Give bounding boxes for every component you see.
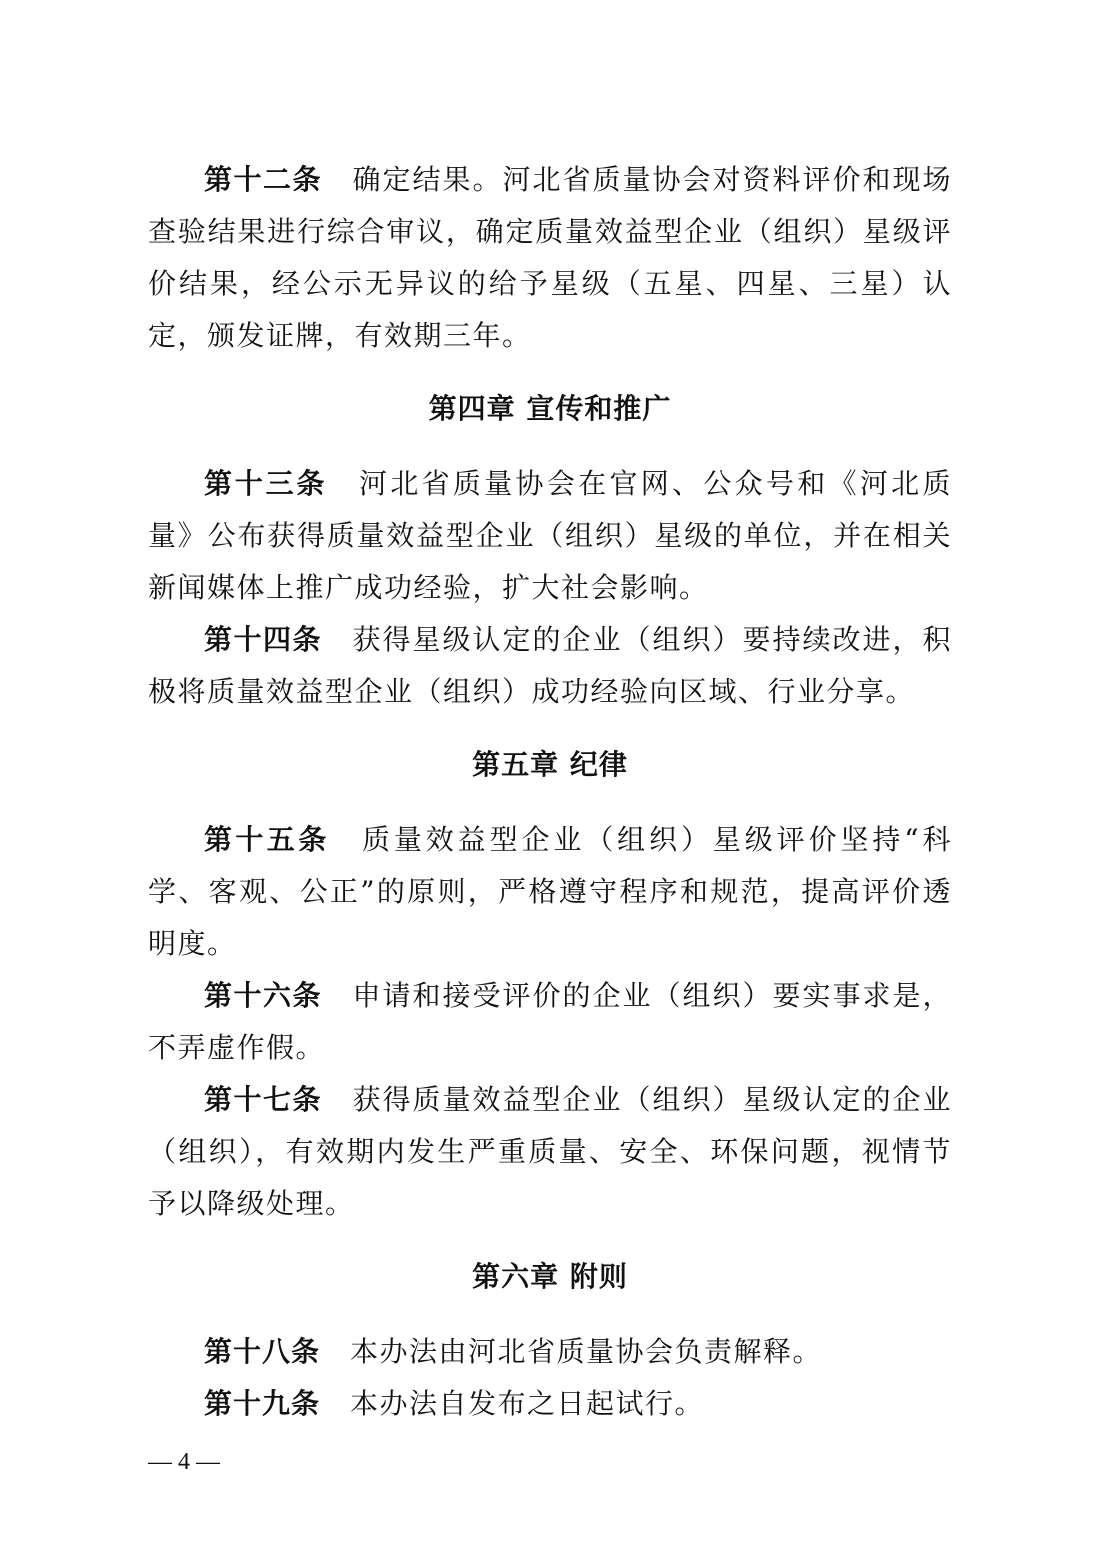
article-label: 第十四条 <box>204 623 322 656</box>
chapter-6-heading: 第六章 附则 <box>472 1260 628 1293</box>
article-text: 本办法自发布之日起试行。 <box>350 1387 705 1420</box>
article-label: 第十九条 <box>204 1387 321 1420</box>
article-label: 第十二条 <box>204 163 322 196</box>
article-label: 第十六条 <box>204 979 322 1012</box>
article-text: 河北省质量协会在官网、公众号和《河北质量》公布获得质量效益型企业（组织）星级的单位，并在相关新闻媒体上推广成功经验，扩大社会影响。 <box>148 467 952 604</box>
article-14 <box>148 614 952 718</box>
chapter-4-heading: 第四章 宣传和推广 <box>428 392 672 425</box>
page-number: — 4 — <box>148 1449 220 1475</box>
article-13 <box>148 458 952 614</box>
chapter-5-heading: 第五章 纪律 <box>472 748 628 781</box>
article-18 <box>148 1326 952 1378</box>
article-16 <box>148 970 952 1074</box>
article-label: 第十七条 <box>204 1083 322 1116</box>
article-17 <box>148 1074 952 1230</box>
article-label: 第十八条 <box>204 1335 321 1368</box>
article-label: 第十三条 <box>204 467 328 500</box>
article-text: 获得星级认定的企业（组织）要持续改进，积极将质量效益型企业（组织）成功经验向区域、行业分享。 <box>148 623 952 708</box>
article-text: 质量效益型企业（组织）星级评价坚持“科学、客观、公正”的原则，严格遵守程序和规范，提高评价透明度。 <box>148 823 952 960</box>
article-15 <box>148 814 952 970</box>
article-label: 第十五条 <box>204 823 330 856</box>
article-text: 申请和接受评价的企业（组织）要实事求是，不弄虚作假。 <box>148 979 952 1064</box>
article-text: 确定结果。河北省质量协会对资料评价和现场查验结果进行综合审议，确定质量效益型企业（组织）星级评价结果，经公示无异议的给予星级（五星、四星、三星）认定，颁发证牌，有效期三年。 <box>148 163 952 352</box>
article-12 <box>148 154 952 362</box>
document-body <box>148 154 952 1430</box>
article-19 <box>148 1378 952 1430</box>
article-text: 获得质量效益型企业（组织）星级认定的企业（组织），有效期内发生严重质量、安全、环保问题，视情节予以降级处理。 <box>148 1083 952 1220</box>
article-text: 本办法由河北省质量协会负责解释。 <box>350 1335 823 1368</box>
